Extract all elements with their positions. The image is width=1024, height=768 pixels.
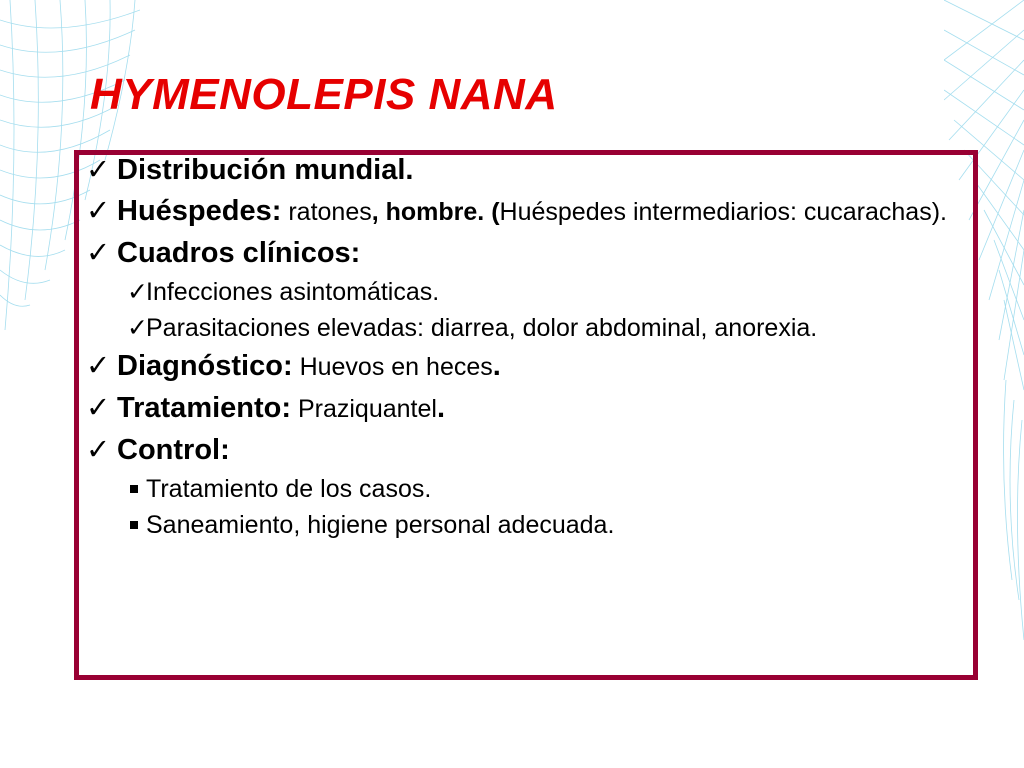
slide-title: HYMENOLEPIS NANA bbox=[90, 70, 558, 119]
subitem-text: Infecciones asintomáticas. bbox=[146, 278, 440, 306]
item-label: Diagnóstico: bbox=[117, 350, 293, 382]
list-item-tratamiento bbox=[86, 393, 966, 425]
sublist-item-asintomaticas bbox=[86, 279, 966, 305]
item-text: ratones bbox=[281, 198, 372, 226]
item-text: Huéspedes intermediarios: cucarachas). bbox=[499, 198, 947, 226]
check-icon: ✓ bbox=[86, 195, 111, 227]
subitem-text: Saneamiento, higiene personal adecuada. bbox=[146, 511, 615, 539]
check-icon: ✓ bbox=[86, 154, 111, 186]
item-label: Distribución mundial. bbox=[117, 154, 414, 186]
check-icon: ✓ bbox=[86, 350, 111, 382]
list-item-huespedes bbox=[86, 196, 966, 228]
check-icon: ✓ bbox=[127, 314, 148, 342]
list-item-control bbox=[86, 435, 966, 466]
subitem-text: Parasitaciones elevadas: diarrea, dolor abdominal, anorexia. bbox=[146, 314, 818, 342]
item-text: Huevos en heces bbox=[292, 353, 493, 381]
sublist-item-casos bbox=[86, 476, 966, 502]
item-label: Cuadros clínicos: bbox=[117, 237, 361, 269]
item-text-bold: , hombre. ( bbox=[371, 198, 500, 226]
item-text: Praziquantel bbox=[291, 395, 437, 423]
square-bullet-icon bbox=[130, 485, 138, 493]
item-label: Tratamiento: bbox=[117, 392, 292, 424]
item-label: Huéspedes: bbox=[117, 195, 282, 227]
sublist-item-parasitaciones bbox=[86, 315, 966, 341]
item-label: Control: bbox=[117, 434, 230, 466]
list-item-diagnostico bbox=[86, 351, 966, 383]
item-end: . bbox=[492, 350, 501, 382]
list-item-distribucion bbox=[86, 155, 966, 186]
check-icon: ✓ bbox=[86, 392, 111, 424]
check-icon: ✓ bbox=[86, 434, 111, 466]
list-item-cuadros bbox=[86, 238, 966, 269]
item-end: . bbox=[436, 392, 446, 424]
check-icon: ✓ bbox=[127, 278, 148, 306]
check-icon: ✓ bbox=[86, 237, 111, 269]
bullet-list bbox=[86, 155, 966, 548]
subitem-text: Tratamiento de los casos. bbox=[146, 475, 432, 503]
sublist-item-saneamiento bbox=[86, 512, 966, 538]
square-bullet-icon bbox=[130, 521, 138, 529]
